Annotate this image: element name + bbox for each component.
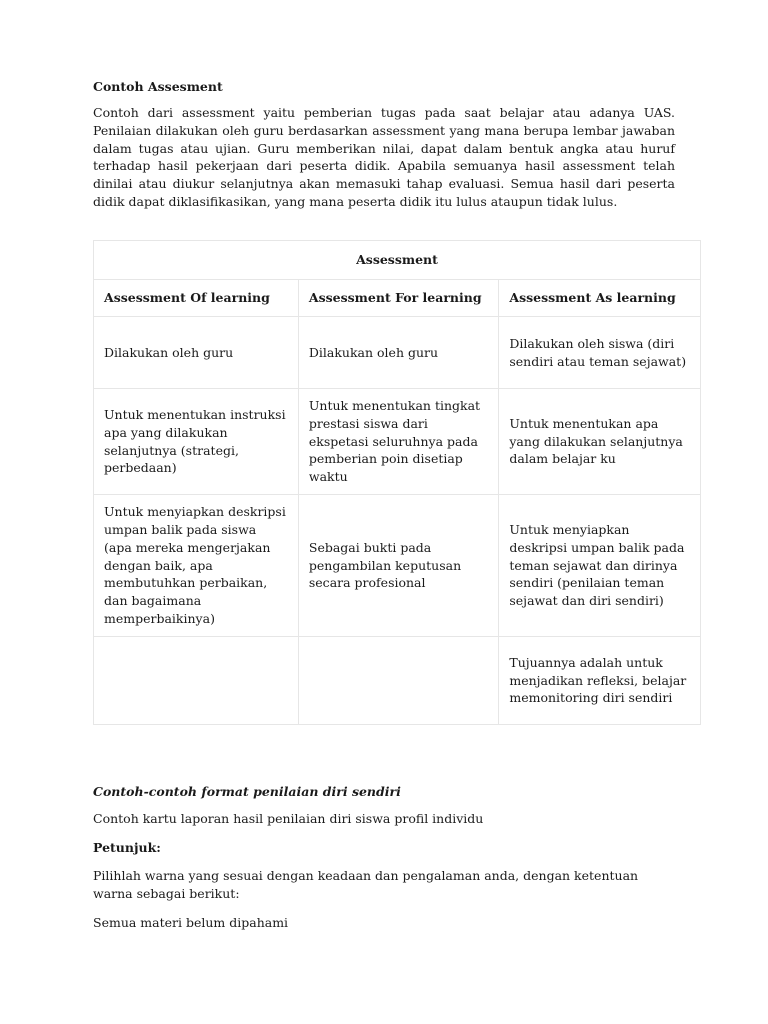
table-cell: Sebagai bukti pada pengambilan keputusan secara profesional: [298, 495, 499, 637]
table-row: [94, 637, 701, 725]
header-of-learning: Assessment Of learning: [94, 280, 299, 317]
table-cell: [94, 637, 299, 725]
petunjuk-label: Petunjuk:: [93, 839, 161, 855]
table-cell: Dilakukan oleh guru: [298, 317, 499, 389]
section-title: Contoh Assesment: [93, 79, 223, 94]
table-cell: Untuk menentukan tingkat prestasi siswa dari ekspetasi seluruhnya pada pemberian poin disetiap waktu: [298, 389, 499, 495]
table-cell: Untuk menyiapkan deskripsi umpan balik pada teman sejawat dan dirinya sendiri (penilaian teman sejawat dan diri sendiri): [499, 495, 701, 637]
table-header-row: [94, 280, 701, 317]
header-for-learning: Assessment For learning: [298, 280, 499, 317]
table-title: Assessment: [94, 241, 701, 280]
self-assessment-section: [93, 783, 675, 932]
header-as-learning: Assessment As learning: [499, 280, 701, 317]
table-row: [94, 495, 701, 637]
subtitle: Contoh-contoh format penilaian diri sendiri: [93, 784, 401, 799]
table-cell: Dilakukan oleh guru: [94, 317, 299, 389]
table-row: [94, 317, 701, 389]
color-item: Semua materi belum dipahami: [93, 914, 289, 930]
table-cell: Untuk menentukan apa yang dilakukan selanjutnya dalam belajar ku: [499, 389, 701, 495]
intro-paragraph: Contoh dari assessment yaitu pemberian tugas pada saat belajar atau adanya UAS. Penilaian dilakukan oleh guru berdasarkan assessment yang mana berupa lembar jawaban dalam tugas atau ujian. Guru memberikan nilai, dapat dalam bentuk angka atau huruf terhadap hasil pekerjaan dari peserta didik. Apabila semuanya hasil assessment telah dinilai atau diukur selanjutnya akan memasuki tahap evaluasi. Semua hasil dari peserta didik dapat diklasifikasikan, yang mana peserta didik itu lulus ataupun tidak lulus.: [93, 105, 675, 209]
assessment-table: [93, 240, 701, 725]
table-cell: Dilakukan oleh siswa (diri sendiri atau teman sejawat): [499, 317, 701, 389]
document-body: [93, 78, 675, 211]
table-cell: Untuk menyiapkan deskripsi umpan balik pada siswa (apa mereka mengerjakan dengan baik, apa membutuhkan perbaikan, dan bagaimana memperbaikinya): [94, 495, 299, 637]
table-cell: [298, 637, 499, 725]
table-cell: Tujuannya adalah untuk menjadikan refleksi, belajar memonitoring diri sendiri: [499, 637, 701, 725]
table-cell: Untuk menentukan instruksi apa yang dilakukan selanjutnya (strategi, perbedaan): [94, 389, 299, 495]
table-row: [94, 389, 701, 495]
report-card-line: Contoh kartu laporan hasil penilaian diri siswa profil individu: [93, 810, 484, 826]
instruction-text: Pilihlah warna yang sesuai dengan keadaan dan pengalaman anda, dengan ketentuan warna sebagai berikut:: [93, 868, 639, 902]
